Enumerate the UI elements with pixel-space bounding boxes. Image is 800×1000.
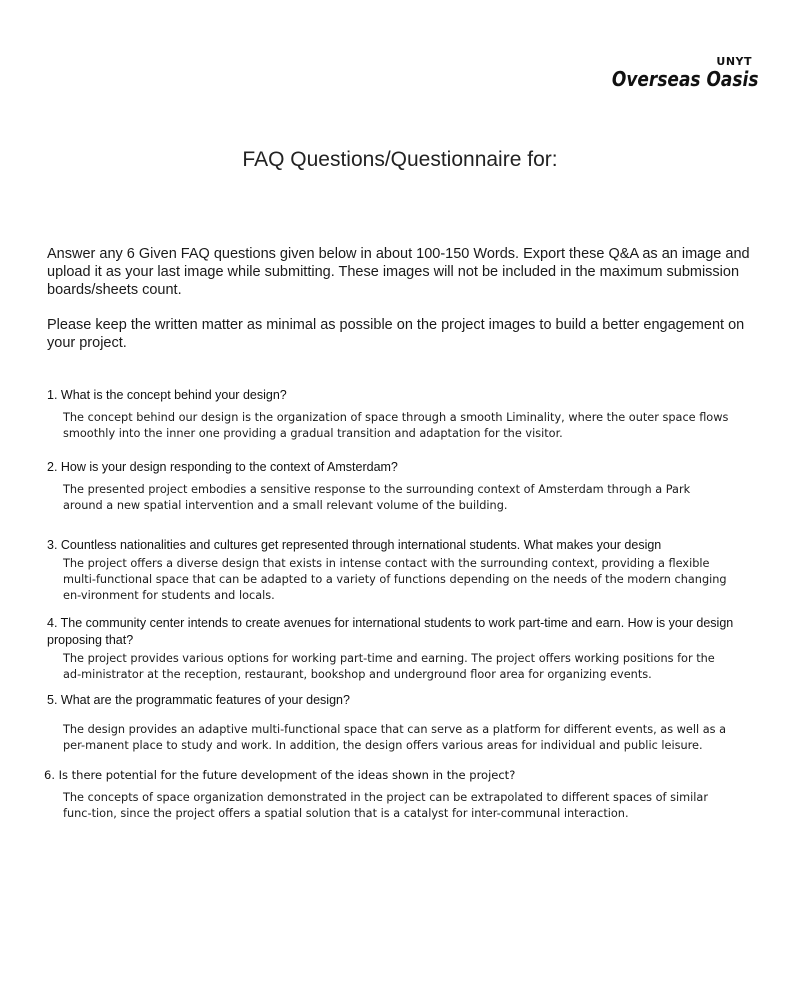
intro-paragraph-2: Please keep the written matter as minimal as possible on the project images to build a better engagement on your project. (47, 317, 745, 351)
faq-answer-3: The project offers a diverse design that exists in intense contact with the surrounding context, providing a flexible multi-functional space that can be adapted to a variety of functions depending on the needs of the modern changing en-vironment for students and locals. (63, 556, 731, 604)
logo (586, 56, 758, 89)
faq-question-6: 6. Is there potential for the future development of the ideas shown in the project? (44, 768, 516, 782)
faq-answer-1: The concept behind our design is the organization of space through a smooth Liminality, where the outer space flows smoothly into the inner one providing a gradual transition and adaptation for the visitor. (63, 411, 729, 440)
faq-question-4: 4. The community center intends to create avenues for international students to work part-time and earn. How is your design proposing that? (47, 616, 734, 647)
logo-small-text: UNYT (716, 55, 752, 68)
faq-answer-2: The presented project embodies a sensitive response to the surrounding context of Amsterdam through a Park around a new spatial intervention and a small relevant volume of the building. (63, 483, 691, 512)
faq-answer-4: The project provides various options for working part-time and earning. The project offers working positions for the ad-ministrator at the reception, restaurant, bookshop and underground floor area for organizing events. (63, 652, 715, 681)
faq-answer-6: The concepts of space organization demonstrated in the project can be extrapolated to different spaces of similar func-tion, since the project offers a spatial solution that is a catalyst for inter-communal interaction. (63, 791, 708, 820)
faq-question-3: 3. Countless nationalities and cultures get represented through international students. What makes your design (47, 538, 662, 552)
faq-question-5: 5. What are the programmatic features of your design? (47, 693, 350, 707)
intro-paragraph-1: Answer any 6 Given FAQ questions given below in about 100-150 Words. Export these Q&A as an image and upload it as your last image while submitting. These images will not be included in the maximum submission boards/sheets count. (47, 246, 750, 298)
faq-question-1: 1. What is the concept behind your design? (47, 388, 287, 402)
logo-main-text: Overseas Oasis (611, 67, 758, 91)
page-title: FAQ Questions/Questionnaire for: (242, 148, 558, 171)
faq-question-2: 2. How is your design responding to the context of Amsterdam? (47, 460, 398, 474)
faq-answer-5: The design provides an adaptive multi-functional space that can serve as a platform for different events, as well as a per-manent place to study and work. In addition, the design offers various areas for individual and public leisure. (63, 723, 727, 752)
